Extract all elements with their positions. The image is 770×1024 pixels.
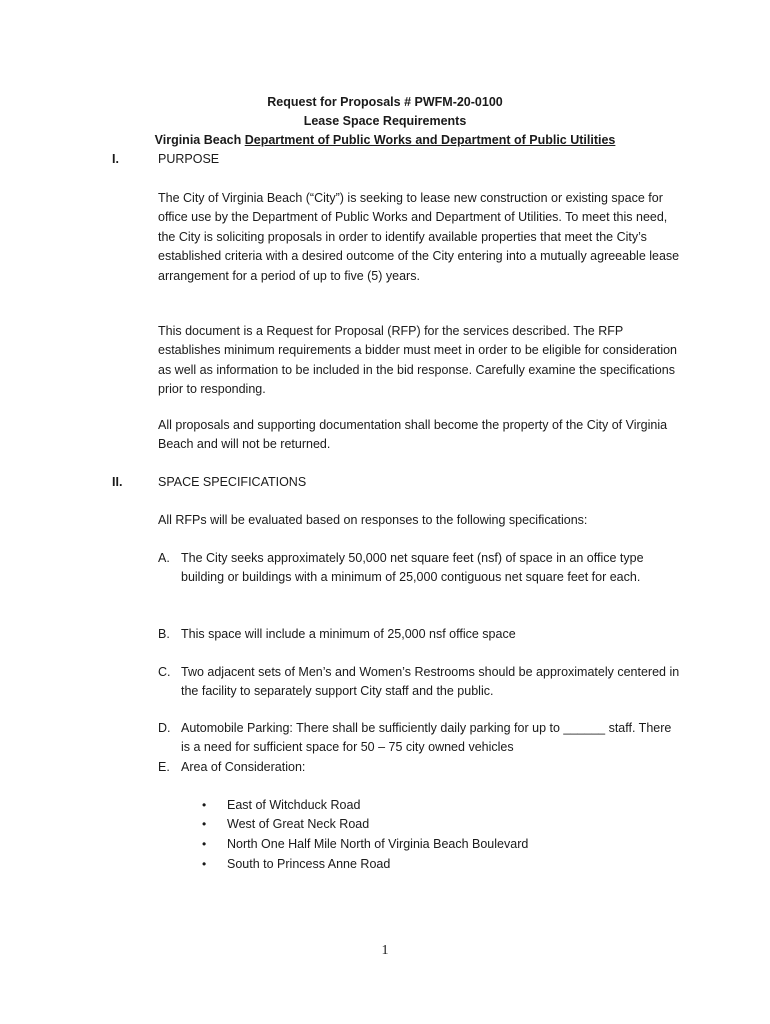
bullet-icon: •: [202, 798, 207, 812]
item-b-letter: B.: [158, 627, 170, 641]
item-e-letter: E.: [158, 760, 170, 774]
specifications-intro: All RFPs will be evaluated based on responses to the following specifications:: [158, 513, 588, 527]
bullet-item: North One Half Mile North of Virginia Beach Boulevard: [227, 837, 529, 851]
purpose-paragraph-1: The City of Virginia Beach (“City”) is seeking to lease new construction or existing space for office use by the Department of Public Works and Department of Utilities. To meet this need, the City is soliciting proposals in order to identify available properties that meet the City’s established criteria with a desired outcome of the City entering into a mutually agreeable lease arrangement for a period of up to five (5) years.: [158, 191, 680, 283]
item-a-text: The City seeks approximately 50,000 net square feet (nsf) of space in an office type building or buildings with a minimum of 25,000 contiguous net square feet for each.: [181, 551, 644, 585]
item-d-text: Automobile Parking: There shall be sufficiently daily parking for up to ______ staff. There is a need for sufficient space for 50 – 75 city owned vehicles: [181, 721, 672, 755]
item-b-text: This space will include a minimum of 25,000 nsf office space: [181, 627, 516, 641]
section-1-title: PURPOSE: [158, 152, 220, 166]
item-c-text: Two adjacent sets of Men’s and Women’s Restrooms should be approximately centered in the facility to separately support City staff and the public.: [181, 665, 680, 699]
bullet-icon: •: [202, 857, 207, 871]
rfp-number-heading: Request for Proposals # PWFM-20-0100: [267, 95, 503, 109]
bullet-item: East of Witchduck Road: [227, 798, 361, 812]
item-c-letter: C.: [158, 665, 171, 679]
page-number: 1: [381, 943, 389, 958]
section-2-title: SPACE SPECIFICATIONS: [158, 475, 307, 489]
department-heading-prefix: Virginia Beach: [154, 133, 245, 147]
purpose-paragraph-2: This document is a Request for Proposal (RFP) for the services described. The RFP establishes minimum requirements a bidder must meet in order to be eligible for consideration as well as information to be included in the bid response. Carefully examine the specifications prior to responding.: [158, 324, 678, 397]
document-title: Lease Space Requirements: [303, 114, 467, 128]
bullet-icon: •: [202, 817, 207, 831]
section-1-numeral: I.: [112, 152, 119, 166]
bullet-item: South to Princess Anne Road: [227, 857, 391, 871]
department-heading: [0, 131, 770, 150]
bullet-icon: •: [202, 837, 207, 851]
item-d-letter: D.: [158, 721, 171, 735]
bullet-item: West of Great Neck Road: [227, 817, 370, 831]
purpose-paragraph-3: All proposals and supporting documentation shall become the property of the City of Virginia Beach and will not be returned.: [158, 418, 668, 452]
item-e-text: Area of Consideration:: [181, 760, 306, 774]
item-a-letter: A.: [158, 551, 170, 565]
section-2-numeral: II.: [112, 475, 123, 489]
department-heading-underlined: Department of Public Works and Department of Public Utilities: [244, 133, 616, 147]
